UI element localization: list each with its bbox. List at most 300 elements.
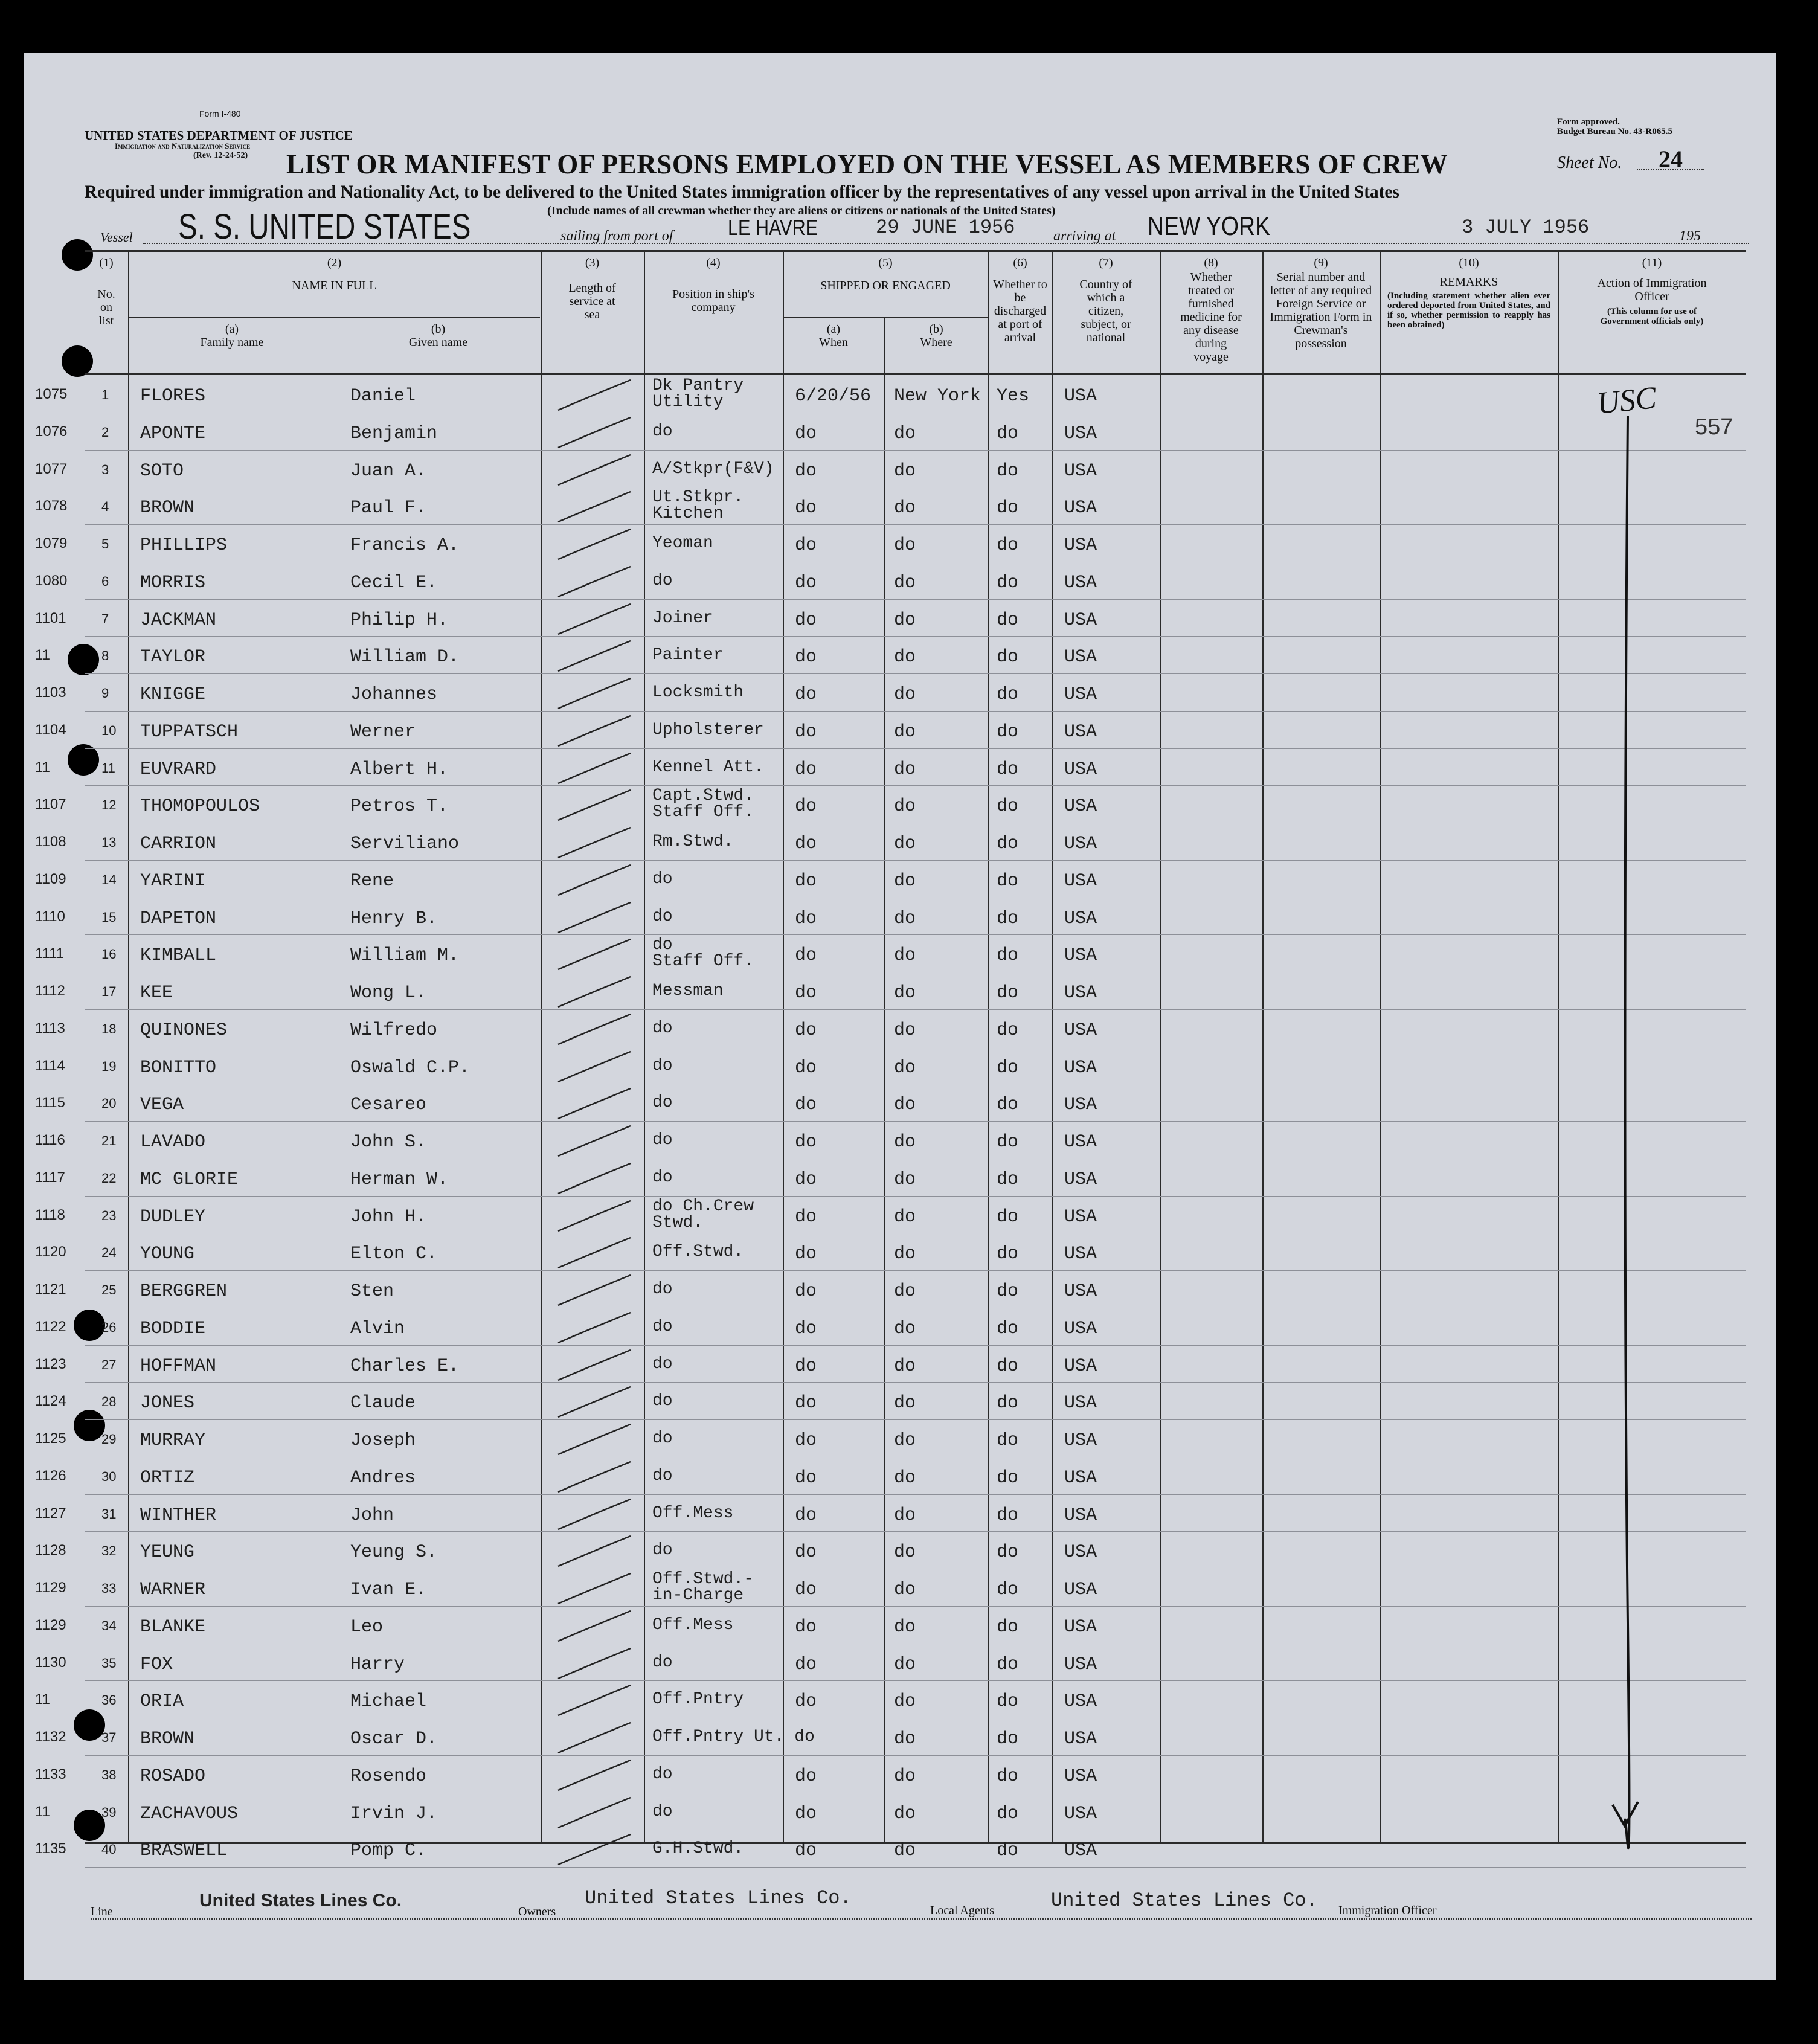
country: USA <box>1064 1616 1097 1637</box>
shipped-where: do <box>894 609 916 631</box>
col2a-header: (a) Family name <box>200 323 264 349</box>
position-cell: A/Stkpr(F&V) <box>652 459 774 478</box>
family-name: WINTHER <box>140 1505 217 1526</box>
country: USA <box>1064 1542 1097 1563</box>
discharged: do <box>997 1430 1019 1451</box>
entry-number: 1126 <box>35 1467 66 1484</box>
discharged: do <box>997 1766 1019 1787</box>
family-name: BERGGREN <box>140 1281 228 1302</box>
shipped-where: do <box>894 1766 916 1787</box>
country: USA <box>1064 908 1097 929</box>
country: USA <box>1064 498 1097 519</box>
given-name: Herman W. <box>350 1169 449 1190</box>
shipped-when: do <box>795 1355 817 1377</box>
form-revision: (Rev. 12-24-52) <box>193 151 248 160</box>
entry-number: 1114 <box>35 1057 65 1074</box>
shipped-where: do <box>894 1355 916 1377</box>
family-name: MORRIS <box>140 572 206 593</box>
country: USA <box>1064 759 1097 780</box>
year-suffix: 195 <box>1679 228 1701 244</box>
family-name: QUINONES <box>140 1020 228 1041</box>
line-number: 12 <box>101 797 117 813</box>
entry-number: 1110 <box>35 908 65 925</box>
footer-agents-value: United States Lines Co. <box>1051 1889 1318 1912</box>
shipped-where: New York <box>894 386 981 407</box>
discharged: do <box>997 1654 1019 1675</box>
shipped-when: do <box>795 945 817 966</box>
shipped-when: do <box>795 1020 817 1041</box>
shipped-where: do <box>894 498 916 519</box>
family-name: APONTE <box>140 423 206 444</box>
shipped-when: do <box>795 796 817 817</box>
family-name: BODDIE <box>140 1318 206 1339</box>
family-name: HOFFMAN <box>140 1355 217 1377</box>
entry-number: 1107 <box>35 796 66 813</box>
shipped-where: do <box>894 1057 916 1078</box>
position-cell: Capt.Stwd. Staff Off. <box>652 786 754 822</box>
family-name: LAVADO <box>140 1132 206 1152</box>
country: USA <box>1064 1840 1097 1862</box>
side-number: 557 <box>1695 414 1733 440</box>
footer-line-value: United States Lines Co. <box>199 1891 402 1911</box>
department-name: UNITED STATES DEPARTMENT OF JUSTICE <box>85 128 353 143</box>
shipped-when: do <box>795 1840 817 1862</box>
family-name: VEGA <box>140 1094 184 1116</box>
given-name: Rosendo <box>350 1766 427 1787</box>
shipped-where: do <box>894 945 916 966</box>
position-cell: do <box>652 1392 673 1411</box>
given-name: Johannes <box>350 684 438 705</box>
manifest-title: LIST OR MANIFEST OF PERSONS EMPLOYED ON THE VESSEL AS MEMBERS OF CREW <box>286 149 1448 179</box>
position-cell: do <box>652 907 673 926</box>
given-name: Benjamin <box>350 423 438 444</box>
line-number: 16 <box>101 946 117 962</box>
given-name: Elton C. <box>350 1244 438 1265</box>
country: USA <box>1064 423 1097 444</box>
budget-bureau: Budget Bureau No. 43-R065.5 <box>1557 127 1672 137</box>
family-name: ZACHAVOUS <box>140 1803 239 1824</box>
family-name: BROWN <box>140 498 195 519</box>
family-name: WARNER <box>140 1580 206 1600</box>
entry-number: 1118 <box>35 1206 65 1223</box>
shipped-where: do <box>894 1393 916 1414</box>
country: USA <box>1064 1654 1097 1675</box>
shipped-when: do <box>795 1505 817 1526</box>
shipped-when: do <box>795 721 817 742</box>
country: USA <box>1064 1766 1097 1787</box>
discharged: do <box>997 1393 1019 1414</box>
country: USA <box>1064 796 1097 817</box>
shipped-when: do <box>795 609 817 631</box>
shipped-where: do <box>894 684 916 705</box>
entry-number: 1079 <box>35 535 68 551</box>
shipped-when: do <box>795 1616 817 1637</box>
col5-header: (5) SHIPPED OR ENGAGED <box>820 256 951 292</box>
given-name: Cecil E. <box>350 572 438 593</box>
discharged: do <box>997 1467 1019 1488</box>
line-number: 19 <box>101 1058 117 1074</box>
shipped-where: do <box>894 1132 916 1152</box>
discharged: do <box>997 609 1019 631</box>
discharged: do <box>997 1616 1019 1637</box>
discharged: do <box>997 1542 1019 1563</box>
line-number: 1 <box>101 387 109 402</box>
line-number: 3 <box>101 461 109 477</box>
col3-header: (3) Length of service at sea <box>568 256 616 321</box>
entry-number: 1129 <box>35 1580 66 1596</box>
line-number: 38 <box>101 1767 117 1782</box>
position-cell: Off.Mess <box>652 1503 734 1523</box>
line-number: 8 <box>101 648 109 664</box>
line-number: 7 <box>101 611 109 626</box>
position-cell: do <box>652 1354 673 1374</box>
shipped-when: do <box>795 1094 817 1116</box>
family-name: SOTO <box>140 460 184 481</box>
given-name: Cesareo <box>350 1094 427 1116</box>
discharged: do <box>997 1729 1019 1749</box>
entry-number: 1129 <box>35 1616 66 1633</box>
shipped-when: do <box>795 1244 817 1265</box>
entry-number: 1077 <box>35 460 68 477</box>
col5a-header: (a) When <box>819 323 848 349</box>
given-name: Andres <box>350 1467 416 1488</box>
position-cell: do <box>652 422 673 441</box>
position-cell: Off.Stwd.- in-Charge <box>652 1570 754 1605</box>
line-number: 18 <box>101 1021 117 1036</box>
position-cell: do Ch.Crew Stwd. <box>652 1197 754 1232</box>
entry-number: 1112 <box>35 983 65 999</box>
position-cell: do <box>652 571 673 590</box>
shipped-where: do <box>894 1094 916 1116</box>
country: USA <box>1064 1430 1097 1451</box>
entry-number: 1128 <box>35 1542 66 1559</box>
col1-header: (1) No. on list <box>97 256 115 327</box>
discharged: do <box>997 945 1019 966</box>
entry-number: 1108 <box>35 834 66 850</box>
country: USA <box>1064 1691 1097 1712</box>
shipped-where: do <box>894 647 916 668</box>
shipped-when: do <box>795 1542 817 1563</box>
position-cell: Messman <box>652 982 724 1000</box>
shipped-when: do <box>795 1580 817 1600</box>
position-cell: do <box>652 1018 673 1038</box>
position-cell: Off.Pntry Ut. do <box>652 1727 815 1746</box>
given-name: Harry <box>350 1654 405 1675</box>
family-name: KIMBALL <box>140 945 217 966</box>
position-cell: do <box>652 1764 673 1784</box>
discharged: do <box>997 1355 1019 1377</box>
position-cell: Painter <box>652 646 724 665</box>
family-name: BRASWELL <box>140 1840 228 1862</box>
family-name: TAYLOR <box>140 647 206 668</box>
line-number: 39 <box>101 1804 117 1820</box>
country: USA <box>1064 572 1097 593</box>
given-name: John <box>350 1505 394 1526</box>
position-cell: do <box>652 869 673 889</box>
line-number: 5 <box>101 536 109 551</box>
line-number: 34 <box>101 1618 117 1633</box>
discharged: do <box>997 1206 1019 1227</box>
position-cell: do Staff Off. <box>652 936 754 971</box>
line-number: 35 <box>101 1655 117 1671</box>
discharged: do <box>997 535 1019 556</box>
entry-number: 11 <box>35 1691 50 1708</box>
discharged: do <box>997 759 1019 780</box>
entry-number: 1075 <box>35 386 68 402</box>
footer-officer-label: Immigration Officer <box>1338 1904 1437 1917</box>
country: USA <box>1064 1803 1097 1824</box>
shipped-where: do <box>894 1467 916 1488</box>
footer-rule <box>91 1918 1752 1920</box>
shipped-where: do <box>894 423 916 444</box>
country: USA <box>1064 1244 1097 1265</box>
family-name: FLORES <box>140 386 206 407</box>
shipped-when: do <box>795 460 817 481</box>
position-cell: do <box>652 1541 673 1560</box>
family-name: BLANKE <box>140 1616 206 1637</box>
discharged: do <box>997 834 1019 854</box>
given-name: Juan A. <box>350 460 427 481</box>
entry-number: 1124 <box>35 1393 66 1410</box>
country: USA <box>1064 609 1097 631</box>
entry-number: 1123 <box>35 1355 66 1372</box>
shipped-when: do <box>795 759 817 780</box>
line-number: 33 <box>101 1581 117 1596</box>
service-name: Immigration and Naturalization Service <box>115 141 251 150</box>
col2-header: (2) NAME IN FULL <box>292 256 377 292</box>
shipped-when: do <box>795 1393 817 1414</box>
entry-number: 1078 <box>35 498 68 515</box>
country: USA <box>1064 721 1097 742</box>
shipped-where: do <box>894 721 916 742</box>
form-number: Form I-480 <box>199 109 241 118</box>
line-number: 22 <box>101 1170 117 1186</box>
country: USA <box>1064 1355 1097 1377</box>
position-cell: Locksmith <box>652 683 744 702</box>
shipped-when: do <box>795 1691 817 1712</box>
shipped-where: do <box>894 759 916 780</box>
discharged: do <box>997 796 1019 817</box>
country: USA <box>1064 1580 1097 1600</box>
discharged: do <box>997 460 1019 481</box>
entry-number: 1104 <box>35 721 66 738</box>
position-cell: do <box>652 1280 673 1299</box>
country: USA <box>1064 1393 1097 1414</box>
line-number: 14 <box>101 872 117 887</box>
position-cell: Off.Stwd. <box>652 1242 744 1262</box>
position-cell: Off.Mess <box>652 1615 734 1634</box>
line-number: 40 <box>101 1842 117 1857</box>
country: USA <box>1064 834 1097 854</box>
shipped-when: do <box>795 535 817 556</box>
country: USA <box>1064 535 1097 556</box>
shipped-where: do <box>894 1616 916 1637</box>
line-number: 21 <box>101 1133 117 1148</box>
line-number: 11 <box>101 760 115 776</box>
shipped-when: do <box>795 1132 817 1152</box>
entry-number: 1135 <box>35 1840 66 1857</box>
arriving-label: arriving at <box>1053 228 1116 244</box>
discharged: do <box>997 1281 1019 1302</box>
arrival-date: 3 JULY 1956 <box>1462 216 1590 239</box>
entry-number: 1080 <box>35 572 68 589</box>
family-name: DUDLEY <box>140 1206 206 1227</box>
shipped-where: do <box>894 1318 916 1339</box>
footer-line-label: Line <box>91 1905 113 1918</box>
col4-header: (4) Position in ship's company <box>672 256 754 314</box>
family-name: CARRION <box>140 834 217 854</box>
given-name: Wilfredo <box>350 1020 438 1041</box>
discharged: do <box>997 423 1019 444</box>
family-name: EUVRARD <box>140 759 217 780</box>
position-cell: Rm.Stwd. <box>652 832 734 851</box>
shipped-when: do <box>795 1803 817 1824</box>
entry-number: 11 <box>35 647 50 664</box>
line-number: 2 <box>101 424 109 440</box>
given-name: Oswald C.P. <box>350 1057 471 1078</box>
position-cell: do <box>652 1802 673 1821</box>
col9-header: (9) Serial number and letter of any required Foreign Service or Immigration Form in Crewman's possession <box>1270 256 1372 350</box>
shipped-when: 6/20/56 <box>795 386 872 407</box>
discharged: do <box>997 647 1019 668</box>
given-name: Francis A. <box>350 535 460 556</box>
entry-number: 1130 <box>35 1654 66 1671</box>
given-name: Ivan E. <box>350 1580 427 1600</box>
entry-number: 1133 <box>35 1766 66 1782</box>
entry-number: 11 <box>35 759 50 776</box>
line-number: 15 <box>101 909 117 925</box>
given-name: Paul F. <box>350 498 427 519</box>
position-cell: Dk Pantry Utility <box>652 376 744 411</box>
discharged: do <box>997 1244 1019 1265</box>
entry-number: 1116 <box>35 1132 65 1148</box>
discharged: do <box>997 983 1019 1003</box>
given-name: Philip H. <box>350 609 449 631</box>
given-name: Wong L. <box>350 983 427 1003</box>
line-number: 32 <box>101 1543 117 1559</box>
shipped-where: do <box>894 1580 916 1600</box>
family-name: BROWN <box>140 1729 195 1749</box>
discharged: do <box>997 498 1019 519</box>
country: USA <box>1064 1132 1097 1152</box>
entry-number: 1115 <box>35 1094 65 1111</box>
include-note: (Include names of all crewman whether they are aliens or citizens or nationals of the United States) <box>547 204 1056 217</box>
shipped-where: do <box>894 1729 916 1749</box>
family-name: MURRAY <box>140 1430 206 1451</box>
manifest-sheet <box>24 53 1776 1980</box>
line-number: 4 <box>101 499 109 515</box>
country: USA <box>1064 1057 1097 1078</box>
line-number: 31 <box>101 1506 117 1522</box>
shipped-when: do <box>795 572 817 593</box>
position-cell: Off.Pntry <box>652 1690 744 1709</box>
given-name: Serviliano <box>350 834 460 854</box>
position-cell: do <box>652 1653 673 1672</box>
line-number: 13 <box>101 835 117 850</box>
line-number: 28 <box>101 1394 117 1410</box>
sheet-number: 24 <box>1637 145 1704 170</box>
shipped-when: do <box>795 908 817 929</box>
line-number: 29 <box>101 1432 117 1447</box>
line-number: 27 <box>101 1357 117 1372</box>
shipped-where: do <box>894 1691 916 1712</box>
entry-number: 1125 <box>35 1430 66 1447</box>
family-name: FOX <box>140 1654 173 1675</box>
line-number: 20 <box>101 1096 117 1111</box>
given-name: Alvin <box>350 1318 405 1339</box>
discharged: do <box>997 721 1019 742</box>
shipped-where: do <box>894 1803 916 1824</box>
family-name: TUPPATSCH <box>140 721 239 742</box>
footer-owners-value: United States Lines Co. <box>585 1887 852 1909</box>
usc-mark: USC <box>1595 381 1658 421</box>
line-number: 30 <box>101 1468 117 1484</box>
discharged: do <box>997 1803 1019 1824</box>
given-name: William M. <box>350 945 460 966</box>
line-number: 10 <box>101 722 117 738</box>
footer-agents-label: Local Agents <box>930 1904 995 1917</box>
shipped-when: do <box>795 983 817 1003</box>
discharged: do <box>997 1094 1019 1116</box>
entry-number: 1113 <box>35 1020 65 1036</box>
vessel-label: Vessel <box>100 230 133 245</box>
discharged: do <box>997 684 1019 705</box>
family-name: THOMOPOULOS <box>140 796 260 817</box>
shipped-when: do <box>795 1430 817 1451</box>
family-name: KEE <box>140 983 173 1003</box>
shipped-when: do <box>795 1654 817 1675</box>
shipped-where: do <box>894 1020 916 1041</box>
shipped-when: do <box>795 423 817 444</box>
line-number: 9 <box>101 686 109 701</box>
shipped-when: do <box>795 1057 817 1078</box>
position-cell: do <box>652 1056 673 1075</box>
family-name: YEUNG <box>140 1542 195 1563</box>
col5b-header: (b) Where <box>920 323 952 349</box>
country: USA <box>1064 945 1097 966</box>
shipped-where: do <box>894 1169 916 1190</box>
given-name: Henry B. <box>350 908 438 929</box>
given-name: Yeung S. <box>350 1542 438 1563</box>
position-cell: do <box>652 1429 673 1448</box>
footer-owners-label: Owners <box>518 1905 556 1918</box>
shipped-where: do <box>894 1244 916 1265</box>
given-name: Petros T. <box>350 796 449 817</box>
shipped-when: do <box>795 870 817 892</box>
shipped-when: do <box>795 1467 817 1488</box>
given-name: William D. <box>350 647 460 668</box>
entry-number: 1121 <box>35 1281 66 1297</box>
family-name: MC GLORIE <box>140 1169 239 1190</box>
country: USA <box>1064 1505 1097 1526</box>
given-name: Leo <box>350 1616 384 1637</box>
family-name: JACKMAN <box>140 609 217 631</box>
country: USA <box>1064 1020 1097 1041</box>
shipped-when: do <box>795 498 817 519</box>
shipped-where: do <box>894 1654 916 1675</box>
given-name: Michael <box>350 1691 427 1712</box>
family-name: PHILLIPS <box>140 535 228 556</box>
country: USA <box>1064 1318 1097 1339</box>
country: USA <box>1064 1169 1097 1190</box>
shipped-where: do <box>894 1542 916 1563</box>
position-cell: Upholsterer <box>652 720 764 739</box>
discharged: do <box>997 1505 1019 1526</box>
country: USA <box>1064 1729 1097 1749</box>
given-name: Albert H. <box>350 759 449 780</box>
shipped-where: do <box>894 1206 916 1227</box>
officer-annotation-svg <box>24 53 1776 1980</box>
